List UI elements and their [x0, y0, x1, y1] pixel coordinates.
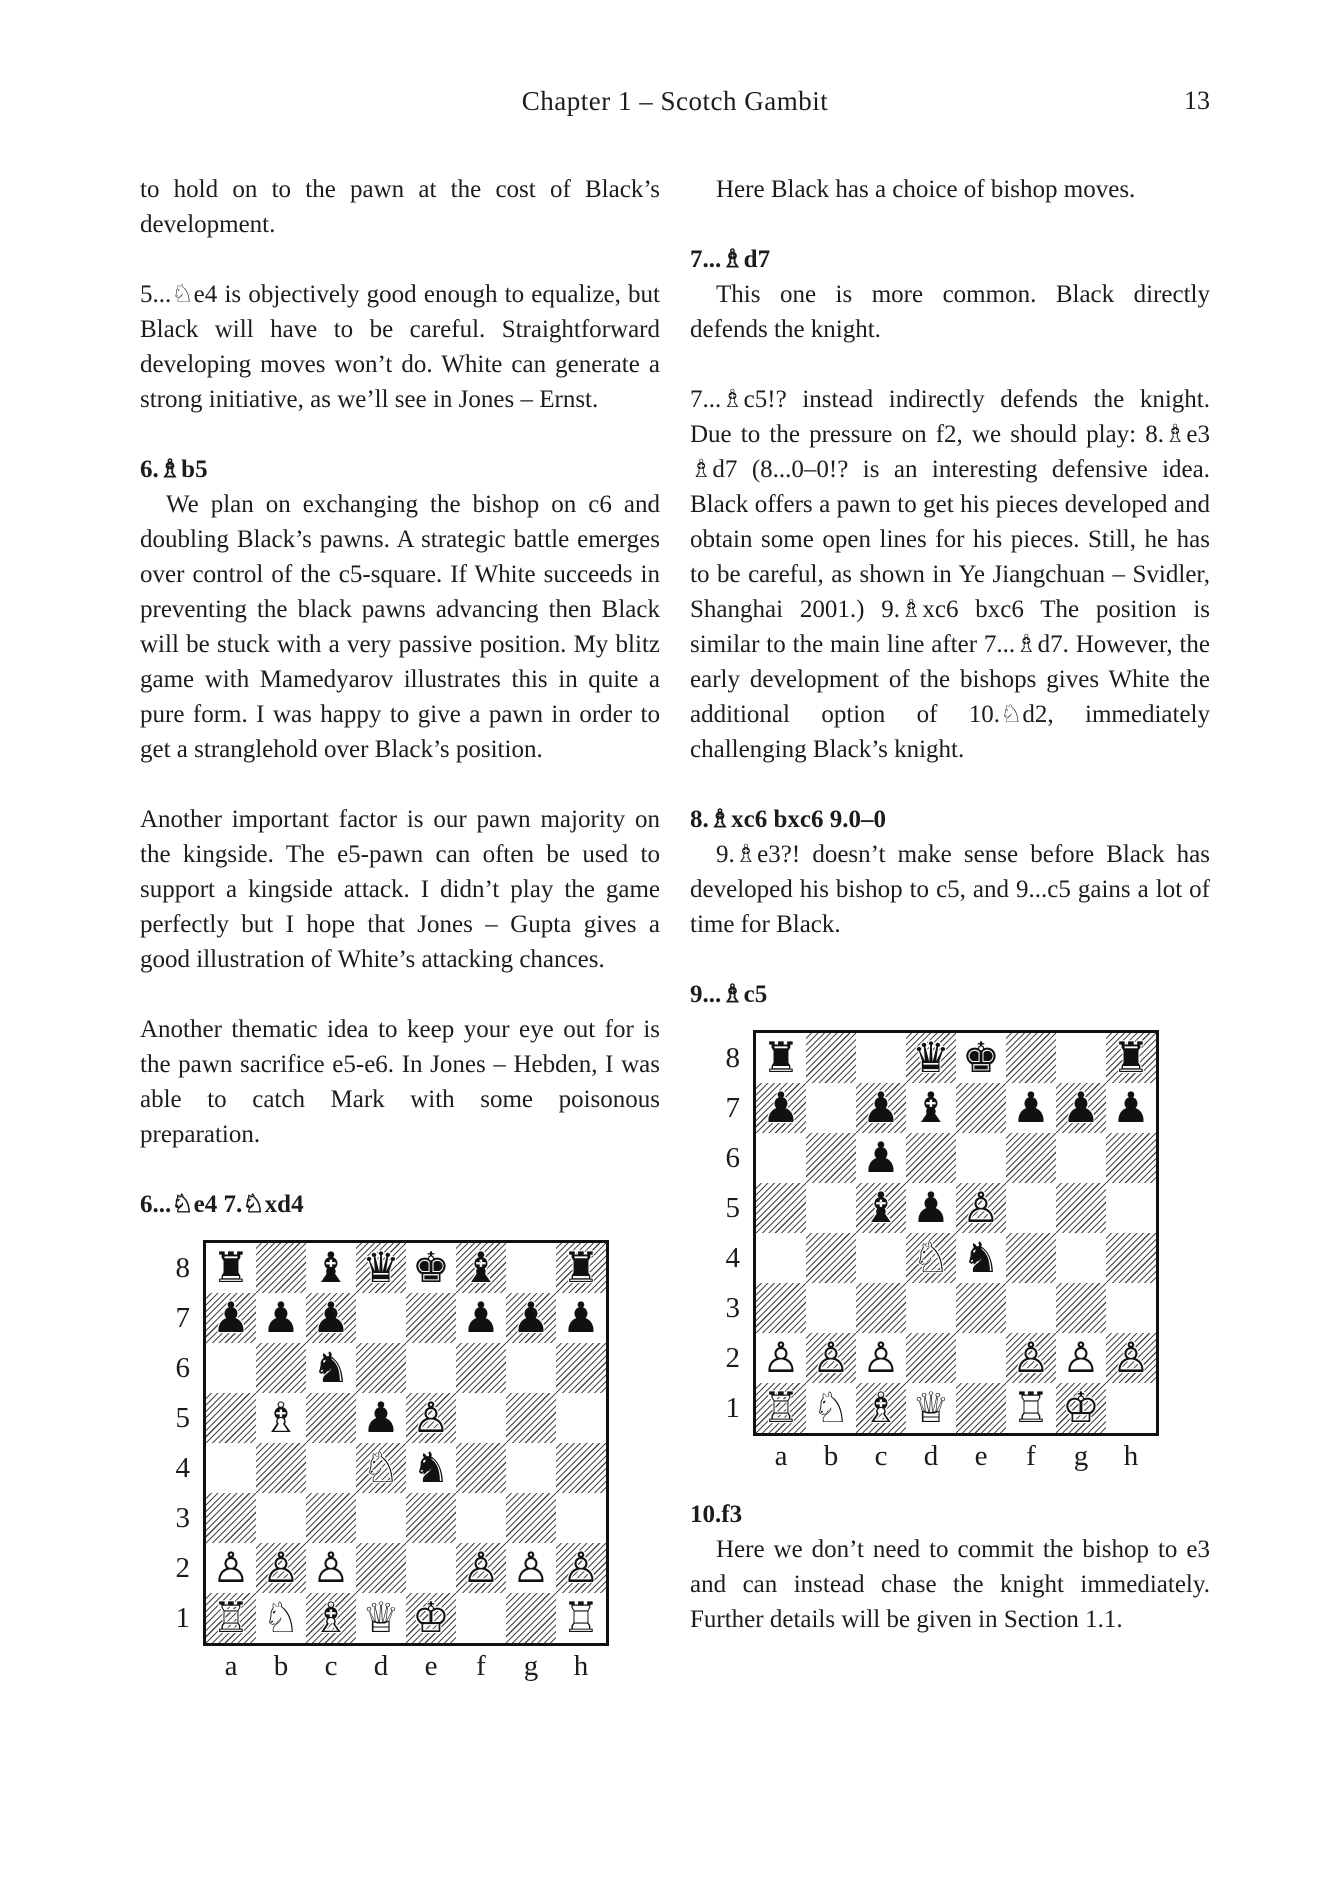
move-heading: 6.♗b5 — [140, 456, 208, 483]
black-pawn-piece: ♟ — [856, 1083, 906, 1133]
white-pawn-piece: ♙ — [1006, 1333, 1056, 1383]
empty-square — [256, 1243, 306, 1293]
empty-square — [806, 1083, 856, 1133]
file-label: b — [273, 1650, 289, 1682]
empty-square — [1056, 1233, 1106, 1283]
black-bishop-piece: ♝ — [856, 1183, 906, 1233]
paragraph: to hold on to the pawn at the cost of Black’s development. — [140, 176, 660, 238]
white-pawn-piece: ♙ — [456, 1543, 506, 1593]
move-heading: 8.♗xc6 bxc6 9.0–0 — [690, 806, 887, 833]
black-king-piece: ♚ — [962, 1033, 1000, 1082]
white-knight-piece: ♘ — [812, 1383, 850, 1432]
black-pawn-piece: ♟ — [1056, 1083, 1106, 1133]
white-rook-piece: ♖ — [1012, 1383, 1050, 1432]
rank-label: 1 — [175, 1602, 190, 1634]
empty-square — [1106, 1283, 1156, 1333]
paragraph: 9.♗e3?! doesn’t make sense before Black has developed his bishop to c5, and 9...c5 gains a lot of time for Black. — [690, 841, 1210, 938]
black-king-piece: ♚ — [412, 1243, 450, 1292]
rank-label: 8 — [725, 1042, 740, 1074]
empty-square — [956, 1383, 1006, 1433]
white-knight-piece: ♘ — [906, 1233, 956, 1283]
chess-board — [753, 1030, 1159, 1436]
empty-square — [756, 1183, 806, 1233]
black-queen-piece: ♛ — [356, 1243, 406, 1293]
file-label: e — [424, 1650, 438, 1682]
black-pawn-piece: ♟ — [462, 1293, 500, 1342]
black-pawn-piece: ♟ — [506, 1293, 556, 1343]
black-pawn-piece: ♟ — [756, 1083, 806, 1133]
empty-square — [206, 1343, 256, 1393]
white-queen-piece: ♕ — [362, 1593, 400, 1642]
empty-square — [1056, 1033, 1106, 1083]
white-knight-piece: ♘ — [356, 1443, 406, 1493]
empty-square — [406, 1493, 456, 1543]
empty-square — [556, 1493, 606, 1543]
empty-square — [856, 1033, 906, 1083]
white-pawn-piece: ♙ — [256, 1543, 306, 1593]
empty-square — [406, 1293, 456, 1343]
empty-square — [806, 1033, 856, 1083]
running-head — [140, 84, 1210, 124]
black-rook-piece: ♜ — [1106, 1033, 1156, 1083]
paragraph: 5...♘e4 is objectively good enough to equalize, but Black will have to be careful. Straightforward developing moves won’t do. White can generate a strong initiative, as we’ll see in Jones – Ernst. — [140, 281, 660, 413]
empty-square — [1006, 1283, 1056, 1333]
empty-square — [506, 1593, 556, 1643]
file-labels — [756, 1440, 1162, 1472]
empty-square — [756, 1233, 806, 1283]
file-label: g — [523, 1650, 539, 1682]
rank-label: 3 — [725, 1292, 740, 1324]
white-bishop-piece: ♗ — [306, 1593, 356, 1643]
white-rook-piece: ♖ — [562, 1593, 600, 1642]
empty-square — [306, 1493, 356, 1543]
empty-square — [956, 1283, 1006, 1333]
empty-square — [756, 1283, 806, 1333]
white-king-piece: ♔ — [1056, 1383, 1106, 1433]
empty-square — [856, 1283, 906, 1333]
empty-square — [1006, 1133, 1056, 1183]
empty-square — [856, 1233, 906, 1283]
right-column — [690, 172, 1210, 1707]
paragraph: Another thematic idea to keep your eye out for is the pawn sacrifice e5-e6. In Jones – Hebden, I was able to catch Mark with some poisonous preparation. — [140, 1016, 660, 1148]
file-label: a — [774, 1440, 788, 1472]
empty-square — [256, 1443, 306, 1493]
file-label: h — [1123, 1440, 1139, 1472]
paragraph: We plan on exchanging the bishop on c6 and doubling Black’s pawns. A strategic battle emerges over control of the c5-square. If White succeeds in preventing the black pawns advancing then Black will be stuck with a very passive position. My blitz game with Mamedyarov illustrates this in quite a pure form. I was happy to give a pawn in order to get a stranglehold over Black’s position. — [140, 491, 660, 763]
white-pawn-piece: ♙ — [312, 1543, 350, 1592]
black-pawn-piece: ♟ — [912, 1183, 950, 1232]
empty-square — [1106, 1183, 1156, 1233]
empty-square — [506, 1243, 556, 1293]
file-label: d — [373, 1650, 389, 1682]
paragraph: Another important factor is our pawn majority on the kingside. The e5-pawn can often be used to support a kingside attack. I didn’t play the game perfectly but I hope that Jones – Gupta gives a good illustration of White’s attacking chances. — [140, 806, 660, 973]
rank-label: 4 — [175, 1452, 190, 1484]
empty-square — [356, 1543, 406, 1593]
empty-square — [1006, 1183, 1056, 1233]
rank-label: 2 — [175, 1552, 190, 1584]
white-pawn-piece: ♙ — [212, 1543, 250, 1592]
white-pawn-piece: ♙ — [956, 1183, 1006, 1233]
empty-square — [806, 1283, 856, 1333]
file-label: c — [324, 1650, 338, 1682]
empty-square — [906, 1133, 956, 1183]
white-pawn-piece: ♙ — [512, 1543, 550, 1592]
empty-square — [306, 1393, 356, 1443]
white-pawn-piece: ♙ — [556, 1543, 606, 1593]
paragraph: This one is more common. Black directly defends the knight. — [690, 281, 1210, 343]
file-label: d — [923, 1440, 939, 1472]
rank-label: 7 — [175, 1302, 190, 1334]
empty-square — [456, 1593, 506, 1643]
black-knight-piece: ♞ — [312, 1343, 350, 1392]
rank-label: 8 — [175, 1252, 190, 1284]
white-king-piece: ♔ — [406, 1593, 456, 1643]
paragraph: Here we don’t need to commit the bishop to e3 and can instead chase the knight immediately. Further details will be given in Section 1.1. — [690, 1536, 1210, 1633]
chapter-title: Chapter 1 – Scotch Gambit — [521, 86, 829, 116]
empty-square — [456, 1493, 506, 1543]
text-columns — [140, 172, 1210, 1707]
empty-square — [1056, 1283, 1106, 1333]
white-pawn-piece: ♙ — [406, 1393, 456, 1443]
white-pawn-piece: ♙ — [1062, 1333, 1100, 1382]
empty-square — [556, 1443, 606, 1493]
empty-square — [556, 1343, 606, 1393]
rank-label: 5 — [175, 1402, 190, 1434]
empty-square — [956, 1333, 1006, 1383]
empty-square — [506, 1343, 556, 1393]
black-pawn-piece: ♟ — [1012, 1083, 1050, 1132]
white-bishop-piece: ♗ — [262, 1393, 300, 1442]
black-bishop-piece: ♝ — [312, 1243, 350, 1292]
black-pawn-piece: ♟ — [562, 1293, 600, 1342]
rank-label: 7 — [725, 1092, 740, 1124]
empty-square — [206, 1443, 256, 1493]
empty-square — [456, 1393, 506, 1443]
empty-square — [1106, 1383, 1156, 1433]
black-rook-piece: ♜ — [762, 1033, 800, 1082]
black-bishop-piece: ♝ — [912, 1083, 950, 1132]
empty-square — [806, 1183, 856, 1233]
empty-square — [356, 1493, 406, 1543]
white-queen-piece: ♕ — [912, 1383, 950, 1432]
empty-square — [956, 1083, 1006, 1133]
empty-square — [356, 1293, 406, 1343]
white-pawn-piece: ♙ — [806, 1333, 856, 1383]
empty-square — [956, 1133, 1006, 1183]
white-pawn-piece: ♙ — [862, 1333, 900, 1382]
empty-square — [1006, 1033, 1056, 1083]
white-rook-piece: ♖ — [756, 1383, 806, 1433]
empty-square — [1106, 1133, 1156, 1183]
empty-square — [556, 1393, 606, 1443]
empty-square — [1056, 1133, 1106, 1183]
white-bishop-piece: ♗ — [856, 1383, 906, 1433]
file-label: b — [823, 1440, 839, 1472]
rank-label: 1 — [725, 1392, 740, 1424]
black-pawn-piece: ♟ — [862, 1133, 900, 1182]
black-rook-piece: ♜ — [212, 1243, 250, 1292]
empty-square — [406, 1343, 456, 1393]
empty-square — [506, 1443, 556, 1493]
file-label: h — [573, 1650, 589, 1682]
rank-labels — [708, 1030, 753, 1436]
chess-diagram-2 — [708, 1030, 1210, 1472]
rank-label: 6 — [175, 1352, 190, 1384]
empty-square — [256, 1343, 306, 1393]
file-label: f — [476, 1650, 486, 1682]
empty-square — [506, 1393, 556, 1443]
file-labels — [206, 1650, 612, 1682]
white-rook-piece: ♖ — [206, 1593, 256, 1643]
move-heading: 7...♗d7 — [690, 246, 771, 273]
empty-square — [1056, 1183, 1106, 1233]
empty-square — [306, 1443, 356, 1493]
paragraph: 7...♗c5!? instead indirectly defends the knight. Due to the pressure on f2, we should play: 8.♗e3 ♗d7 (8...0–0!? is an interesting defensive idea. Black offers a pawn to get his pieces developed and obtain some open lines for his pieces. Still, he has to be careful, as shown in Ye Jiangchuan – Svidler, Shanghai 2001.) 9.♗xc6 bxc6 The position is similar to the main line after 7...♗d7. However, the early development of the bishops gives White the additional option of 10.♘d2, immediately challenging Black’s knight. — [690, 386, 1210, 763]
empty-square — [506, 1493, 556, 1543]
file-label: e — [974, 1440, 988, 1472]
move-heading: 6...♘e4 7.♘xd4 — [140, 1191, 304, 1218]
empty-square — [1006, 1233, 1056, 1283]
file-label: c — [874, 1440, 888, 1472]
empty-square — [806, 1233, 856, 1283]
paragraph: Here Black has a choice of bishop moves. — [716, 176, 1136, 203]
move-heading: 9...♗c5 — [690, 981, 768, 1008]
black-knight-piece: ♞ — [412, 1443, 450, 1492]
rank-labels — [158, 1240, 203, 1646]
black-queen-piece: ♛ — [906, 1033, 956, 1083]
file-label: a — [224, 1650, 238, 1682]
black-pawn-piece: ♟ — [1112, 1083, 1150, 1132]
white-knight-piece: ♘ — [262, 1593, 300, 1642]
rank-label: 6 — [725, 1142, 740, 1174]
empty-square — [906, 1333, 956, 1383]
page-number: 13 — [1184, 86, 1210, 115]
empty-square — [806, 1133, 856, 1183]
black-pawn-piece: ♟ — [206, 1293, 256, 1343]
white-pawn-piece: ♙ — [762, 1333, 800, 1382]
black-knight-piece: ♞ — [962, 1233, 1000, 1282]
empty-square — [206, 1393, 256, 1443]
empty-square — [456, 1343, 506, 1393]
black-bishop-piece: ♝ — [456, 1243, 506, 1293]
file-label: f — [1026, 1440, 1036, 1472]
rank-label: 2 — [725, 1342, 740, 1374]
black-pawn-piece: ♟ — [262, 1293, 300, 1342]
rank-label: 5 — [725, 1192, 740, 1224]
empty-square — [906, 1283, 956, 1333]
chess-board — [203, 1240, 609, 1646]
file-label: g — [1073, 1440, 1089, 1472]
left-column — [140, 172, 660, 1707]
rank-label: 3 — [175, 1502, 190, 1534]
empty-square — [756, 1133, 806, 1183]
black-rook-piece: ♜ — [556, 1243, 606, 1293]
empty-square — [406, 1543, 456, 1593]
empty-square — [456, 1443, 506, 1493]
white-pawn-piece: ♙ — [1106, 1333, 1156, 1383]
move-heading: 10.f3 — [690, 1501, 743, 1528]
empty-square — [356, 1343, 406, 1393]
black-pawn-piece: ♟ — [306, 1293, 356, 1343]
empty-square — [256, 1493, 306, 1543]
black-pawn-piece: ♟ — [362, 1393, 400, 1442]
empty-square — [206, 1493, 256, 1543]
empty-square — [1106, 1233, 1156, 1283]
chess-diagram-1 — [158, 1240, 660, 1682]
rank-label: 4 — [725, 1242, 740, 1274]
